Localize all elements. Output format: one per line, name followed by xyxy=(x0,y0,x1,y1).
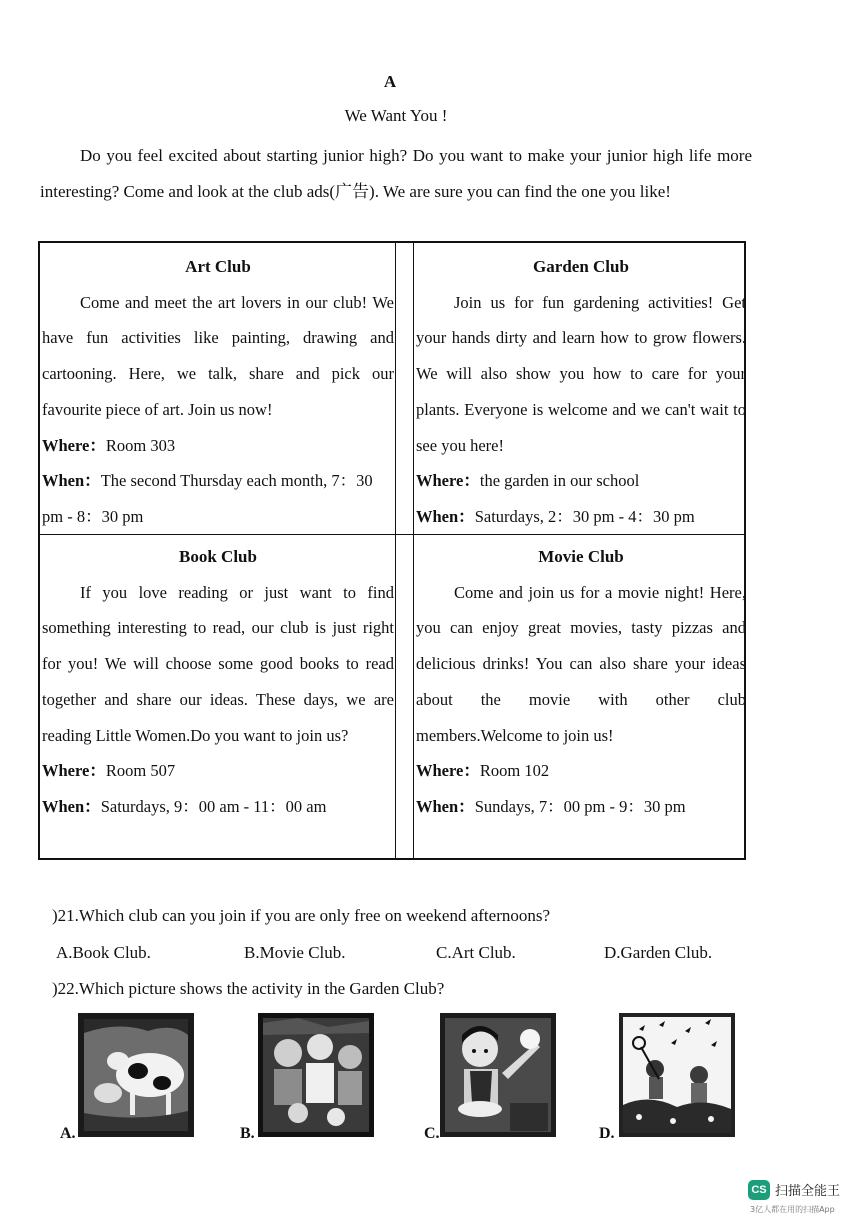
club-description: Come and join us for a movie night! Here, you can enjoy great movies, tasty pizzas and delicious drinks! You can also share your ideas about the movie with other club members.Welcome to join us! xyxy=(416,582,746,745)
club-ads-table xyxy=(38,241,746,860)
club-when xyxy=(416,499,746,535)
picture-label-b: B. xyxy=(240,1125,255,1142)
option-b[interactable]: B.Movie Club. xyxy=(244,943,346,962)
where-value: Room 507 xyxy=(105,761,176,781)
option-a[interactable]: A.Book Club. xyxy=(56,943,151,962)
when-value: Sundays, 7：00 pm - 9：30 pm xyxy=(474,796,686,816)
camscanner-logo-icon: CS xyxy=(748,1180,770,1200)
scanner-watermark xyxy=(748,1178,858,1218)
picture-d-butterflies[interactable] xyxy=(619,1013,735,1137)
when-value: Saturdays, 9：00 am - 11：00 am xyxy=(100,796,327,816)
club-when xyxy=(42,789,394,825)
when-label: When： xyxy=(42,796,101,816)
where-label: Where： xyxy=(42,761,106,781)
when-label: When： xyxy=(416,506,475,526)
club-name: Garden Club xyxy=(533,257,629,276)
club-description: If you love reading or just want to find something interesting to read, our club is just right for you! We will choose some good books to read together and share our ideas. These days, we are reading Little Women.Do you want to join us? xyxy=(42,582,394,745)
club-name: Movie Club xyxy=(538,547,624,566)
option-c[interactable]: C.Art Club. xyxy=(436,943,516,962)
book-club-ad xyxy=(42,539,394,825)
club-when xyxy=(42,463,394,534)
question-number: )22. xyxy=(52,979,79,998)
picture-label-c: C. xyxy=(424,1125,440,1142)
where-label: Where： xyxy=(416,761,480,781)
intro-paragraph: Do you feel excited about starting junior high? Do you want to make your junior high life more interesting? Come and look at the club ads(广告). We are sure you can find the one you like! xyxy=(40,146,752,201)
watermark-name: 扫描全能王 xyxy=(775,1184,841,1199)
picture-label-a: A. xyxy=(60,1125,76,1142)
column-divider xyxy=(413,243,414,858)
section-letter: A xyxy=(383,72,397,91)
picture-b-group[interactable] xyxy=(258,1013,374,1137)
where-label: Where： xyxy=(416,471,480,491)
club-name: Art Club xyxy=(185,257,251,276)
passage-title: We Want You ! xyxy=(344,106,448,125)
when-value: Saturdays, 2：30 pm - 4：30 pm xyxy=(474,506,695,526)
question-text: Which club can you join if you are only free on weekend afternoons? xyxy=(78,906,551,925)
club-where xyxy=(42,753,394,789)
where-value: the garden in our school xyxy=(479,471,640,491)
when-label: When： xyxy=(416,796,475,816)
where-label: Where： xyxy=(42,435,106,455)
picture-label-d: D. xyxy=(599,1125,615,1142)
movie-club-ad xyxy=(416,539,746,825)
when-label: When： xyxy=(42,471,101,491)
club-description: Join us for fun gardening activities! Get your hands dirty and learn how to grow flowers. We will also show you how to care for your plants. Everyone is welcome and we can't wait to see you here! xyxy=(416,292,746,455)
club-where xyxy=(416,463,746,499)
picture-c-gardening[interactable] xyxy=(440,1013,556,1137)
club-where xyxy=(42,428,394,464)
option-d[interactable]: D.Garden Club. xyxy=(604,943,713,962)
picture-a-cows[interactable] xyxy=(78,1013,194,1137)
where-value: Room 303 xyxy=(105,435,176,455)
watermark-tagline: 3亿人都在用的扫描App xyxy=(750,1205,835,1214)
column-divider xyxy=(395,243,396,858)
art-club-ad xyxy=(42,249,394,535)
question-21 xyxy=(52,906,550,926)
where-value: Room 102 xyxy=(479,761,550,781)
question-22 xyxy=(52,979,444,999)
garden-club-ad xyxy=(416,249,746,535)
club-description: Come and meet the art lovers in our club! We have fun activities like painting, drawing and cartooning. Here, we talk, share and pick our favourite piece of art. Join us now! xyxy=(42,292,394,419)
when-value: The second Thursday each month, 7：30 pm - 8：30 pm xyxy=(42,471,373,526)
club-name: Book Club xyxy=(179,547,257,566)
question-number: )21. xyxy=(52,906,79,925)
club-where xyxy=(416,753,746,789)
question-text: Which picture shows the activity in the Garden Club? xyxy=(78,979,445,998)
club-when xyxy=(416,789,746,825)
